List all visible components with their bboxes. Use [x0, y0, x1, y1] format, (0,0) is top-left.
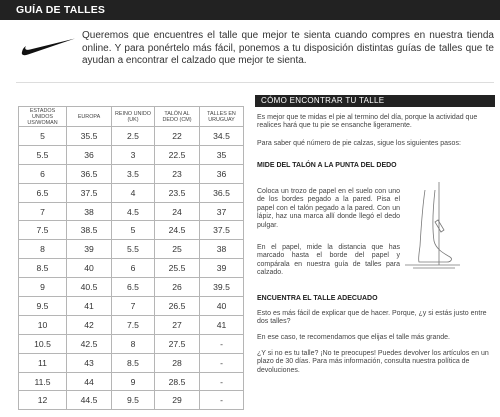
- table-cell: 39: [67, 240, 112, 259]
- how-section-bar: [255, 95, 495, 107]
- how-section-title: CÓMO ENCONTRAR TU TALLE: [261, 96, 385, 105]
- table-cell: 11.5: [19, 372, 67, 391]
- table-cell: 39: [200, 259, 244, 278]
- table-cell: 37: [200, 202, 244, 221]
- table-cell: 26.5: [155, 297, 200, 316]
- table-cell: 8: [112, 334, 155, 353]
- table-cell: 37.5: [67, 183, 112, 202]
- table-row: [19, 372, 244, 391]
- intro-text: Queremos que encuentres el talle que mejor te sienta cuando compres en nuestra tienda online. Y para ponértelo más fácil, ponemos a tu disposición distintas guías de talles que te ayudan a encontrar el calzado que mejor te sienta.: [82, 30, 494, 66]
- col-header-cm: TALÓN AL DEDO (CM): [155, 107, 200, 127]
- table-cell: 8.5: [112, 353, 155, 372]
- table-cell: 6.5: [19, 183, 67, 202]
- divider: [16, 82, 494, 83]
- table-cell: 37.5: [200, 221, 244, 240]
- table-row: [19, 391, 244, 410]
- table-cell: 4: [112, 183, 155, 202]
- how-paragraph-1: Es mejor que te midas el pie al termino del día, porque la actividad que realices hará que tu pie se ensanche ligeramente.: [257, 114, 478, 130]
- table-cell: 3.5: [112, 164, 155, 183]
- table-cell: 28.5: [155, 372, 200, 391]
- measure-title: MIDE DEL TALÓN A LA PUNTA DEL DEDO: [257, 162, 397, 169]
- table-cell: 5: [112, 221, 155, 240]
- table-row: [19, 353, 244, 372]
- table-row: [19, 221, 244, 240]
- table-cell: 44: [67, 372, 112, 391]
- table-cell: 4.5: [112, 202, 155, 221]
- table-cell: 38: [200, 240, 244, 259]
- table-cell: 28: [155, 353, 200, 372]
- table-cell: 9.5: [19, 297, 67, 316]
- table-cell: 40: [67, 259, 112, 278]
- table-row: [19, 278, 244, 297]
- table-cell: 7.5: [19, 221, 67, 240]
- col-header-uk: REINO UNIDO (UK): [112, 107, 155, 127]
- size-table-header-row: [19, 107, 244, 127]
- table-cell: 22.5: [155, 145, 200, 164]
- table-cell: 9: [112, 372, 155, 391]
- page-title: GUÍA DE TALLES: [16, 4, 106, 16]
- table-cell: 9.5: [112, 391, 155, 410]
- table-row: [19, 202, 244, 221]
- table-cell: -: [200, 353, 244, 372]
- table-cell: 29: [155, 391, 200, 410]
- measure-paragraph-1: Coloca un trozo de papel en el suelo con uno de los bordes pegado a la pared. Pisa el papel con el talón pegado a la pared. Con un lápiz, haz una marca allí donde llegó el dedo pulgar.: [257, 188, 400, 229]
- table-row: [19, 127, 244, 146]
- table-cell: 39.5: [200, 278, 244, 297]
- table-cell: 6: [19, 164, 67, 183]
- table-cell: 42: [67, 315, 112, 334]
- nike-swoosh-logo-icon: [20, 37, 76, 57]
- table-cell: 40.5: [67, 278, 112, 297]
- table-cell: 6: [112, 259, 155, 278]
- table-cell: 8.5: [19, 259, 67, 278]
- table-cell: 38.5: [67, 221, 112, 240]
- table-cell: 44.5: [67, 391, 112, 410]
- table-cell: 36: [67, 145, 112, 164]
- size-table-body: [19, 127, 244, 410]
- table-cell: 5.5: [112, 240, 155, 259]
- table-cell: 23.5: [155, 183, 200, 202]
- fit-paragraph-2: En ese caso, te recomendamos que elijas el talle más grande.: [257, 334, 450, 341]
- col-header-eu: EUROPA: [67, 107, 112, 127]
- table-cell: 7: [19, 202, 67, 221]
- table-cell: 2.5: [112, 127, 155, 146]
- table-cell: 24: [155, 202, 200, 221]
- fit-paragraph-3: ¿Y si no es tu talle? ¡No te preocupes! Puedes devolver los artículos en un plazo de 30 días. Para más información, consulta nuestra política de devoluciones.: [257, 350, 489, 374]
- table-cell: -: [200, 334, 244, 353]
- header-bar: [0, 0, 500, 20]
- col-header-uy: TALLES EN URUGUAY: [200, 107, 244, 127]
- table-cell: 7: [112, 297, 155, 316]
- table-cell: 22: [155, 127, 200, 146]
- table-cell: -: [200, 391, 244, 410]
- table-cell: -: [200, 372, 244, 391]
- col-header-us: ESTADOS UNIDOS US/WOMAN: [19, 107, 67, 127]
- table-cell: 43: [67, 353, 112, 372]
- table-cell: 40: [200, 297, 244, 316]
- foot-measuring-illustration: [405, 180, 460, 275]
- table-row: [19, 297, 244, 316]
- table-cell: 25.5: [155, 259, 200, 278]
- table-cell: 41: [200, 315, 244, 334]
- table-row: [19, 315, 244, 334]
- table-cell: 42.5: [67, 334, 112, 353]
- table-cell: 27: [155, 315, 200, 334]
- table-cell: 36: [200, 164, 244, 183]
- size-table: [18, 106, 244, 410]
- table-cell: 35.5: [67, 127, 112, 146]
- table-row: [19, 259, 244, 278]
- table-cell: 26: [155, 278, 200, 297]
- table-cell: 36.5: [67, 164, 112, 183]
- table-cell: 9: [19, 278, 67, 297]
- how-paragraph-2: Para saber qué número de pie calzas, sigue los siguientes pasos:: [257, 140, 461, 147]
- table-cell: 41: [67, 297, 112, 316]
- table-cell: 5.5: [19, 145, 67, 164]
- table-cell: 34.5: [200, 127, 244, 146]
- table-cell: 27.5: [155, 334, 200, 353]
- table-cell: 25: [155, 240, 200, 259]
- table-row: [19, 334, 244, 353]
- table-cell: 10.5: [19, 334, 67, 353]
- table-cell: 3: [112, 145, 155, 164]
- table-cell: 38: [67, 202, 112, 221]
- table-cell: 6.5: [112, 278, 155, 297]
- table-cell: 7.5: [112, 315, 155, 334]
- table-row: [19, 164, 244, 183]
- measure-paragraph-2: En el papel, mide la distancia que has marcado hasta el borde del papel y compárala en nuestra guía de talles para calzado.: [257, 244, 400, 277]
- table-cell: 10: [19, 315, 67, 334]
- table-row: [19, 183, 244, 202]
- table-cell: 23: [155, 164, 200, 183]
- table-cell: 36.5: [200, 183, 244, 202]
- table-row: [19, 145, 244, 164]
- table-cell: 5: [19, 127, 67, 146]
- table-cell: 35: [200, 145, 244, 164]
- fit-title: ENCUENTRA EL TALLE ADECUADO: [257, 295, 378, 302]
- table-cell: 12: [19, 391, 67, 410]
- fit-paragraph-1: Esto es más fácil de explicar que de hacer. Porque, ¿y si estás justo entre dos talles?: [257, 310, 487, 326]
- table-row: [19, 240, 244, 259]
- table-cell: 24.5: [155, 221, 200, 240]
- table-cell: 11: [19, 353, 67, 372]
- table-cell: 8: [19, 240, 67, 259]
